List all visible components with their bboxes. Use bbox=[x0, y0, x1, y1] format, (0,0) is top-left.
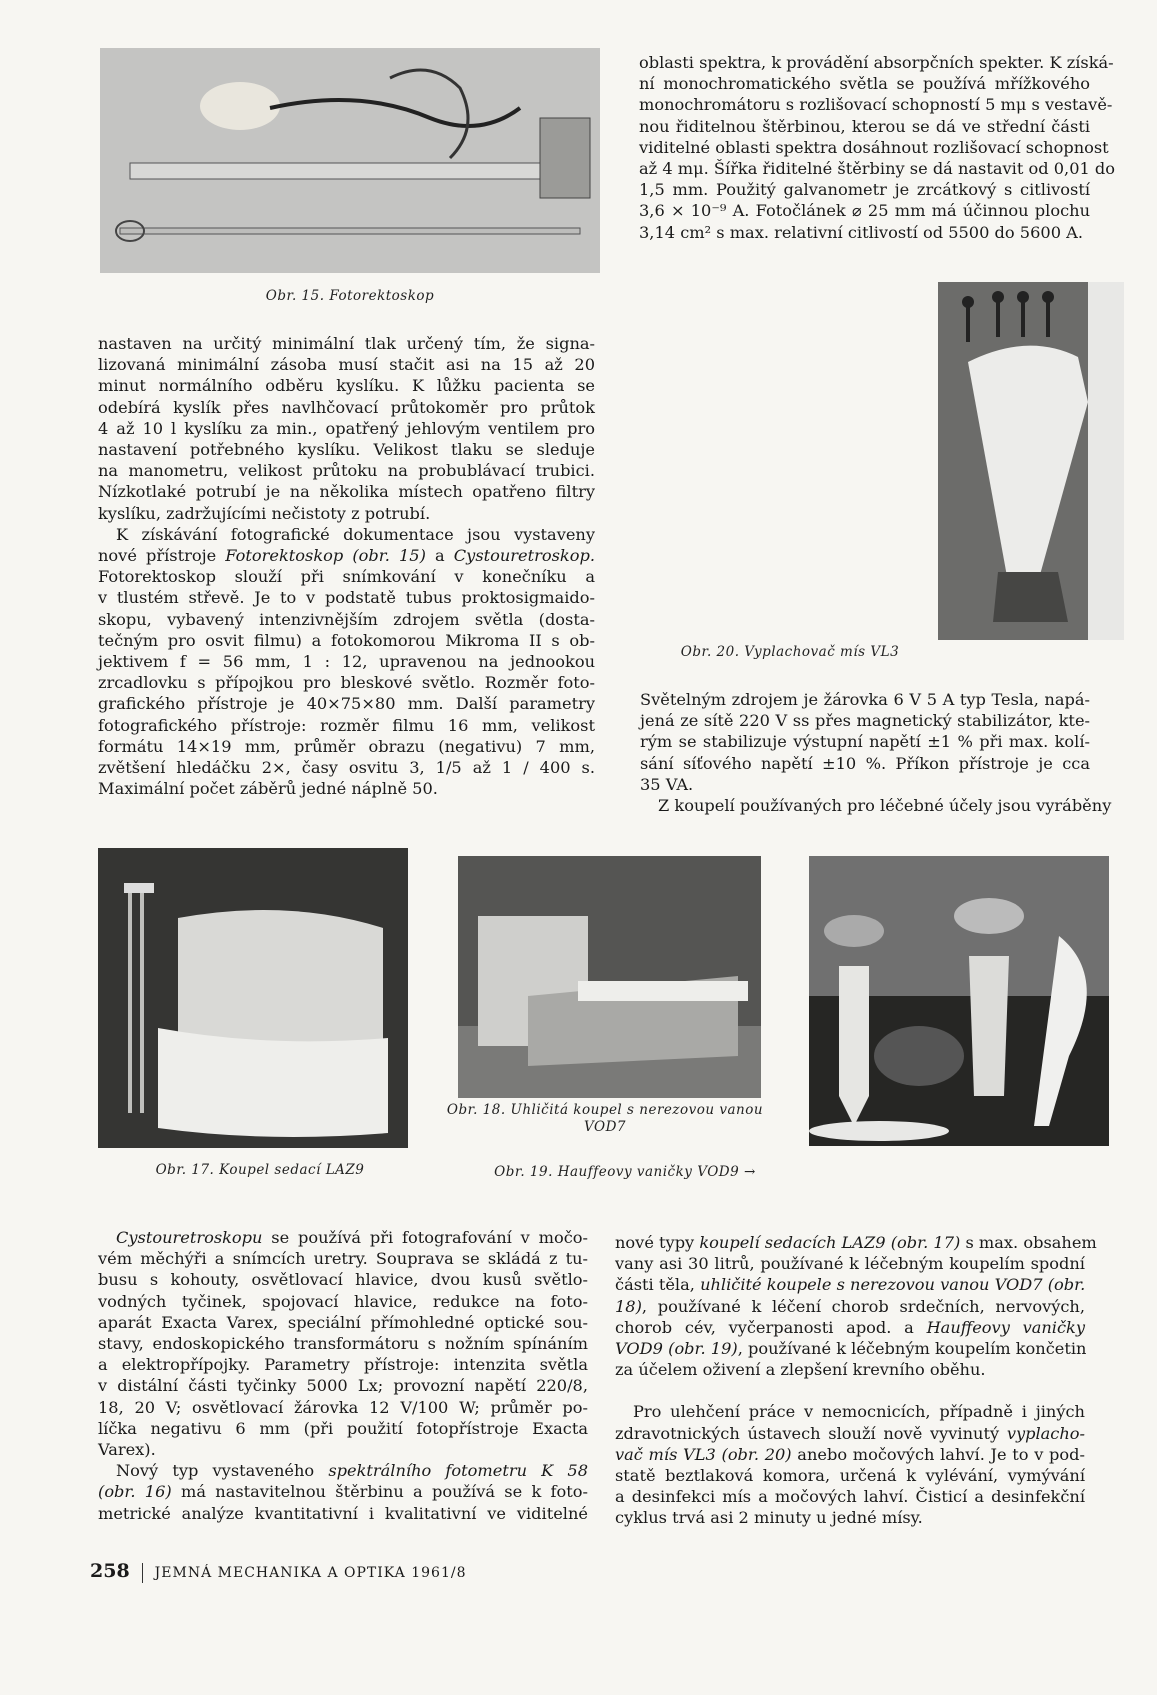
text-line: 4 až 10 l kyslíku za min., opatřený jehlovým ventilem pro bbox=[98, 418, 595, 438]
text-line: a elektropřípojky. Parametry přístroje: intenzita světla bbox=[98, 1355, 588, 1375]
text-line: minut normálního odběru kyslíku. K lůžku pacienta se bbox=[98, 376, 595, 396]
text-line: jektivem f = 56 mm, 1 : 12, upravenou na jednookou bbox=[98, 652, 595, 672]
page-footer bbox=[90, 1560, 467, 1583]
text-line: metrické analýze kvantitativní i kvalitativní ve viditelné bbox=[98, 1503, 588, 1523]
caption-obr-18: Obr. 18. Uhličitá koupel s nerezovou vanou VOD7 bbox=[446, 1102, 764, 1135]
text-line: cyklus trvá asi 2 minuty u jedné mísy. bbox=[615, 1508, 923, 1528]
text-line: formátu 14×19 mm, průměr obrazu (negativu) 7 mm, bbox=[98, 736, 595, 756]
text-line: VOD9 (obr. 19), používané k léčebným koupelím končetin bbox=[615, 1339, 1087, 1359]
text-line: nastavení potřebného kyslíku. Velikost tlaku se sleduje bbox=[98, 440, 595, 460]
text-line: vodných tyčinek, spojovací hlavice, redukce na foto- bbox=[98, 1291, 588, 1311]
text-line: stavy, endoskopického transformátoru s nožním spínáním bbox=[98, 1334, 588, 1354]
text-line: busu s kohouty, osvětlovací hlavice, dvou kusů světlo- bbox=[98, 1270, 588, 1290]
text-line: zrcadlovku s přípojkou pro bleskové světlo. Rozměr foto- bbox=[98, 673, 595, 693]
text-line: Maximální počet záběrů jedné náplně 50. bbox=[98, 779, 438, 799]
text-line: chorob cév, vyčerpanosti apod. a Hauffeovy vaničky bbox=[615, 1317, 1085, 1337]
text-line: nastaven na určitý minimální tlak určený tím, že signa- bbox=[98, 334, 595, 353]
text-line: Z koupelí používaných pro léčebné účely jsou vyráběny bbox=[658, 796, 1112, 816]
figure-17-photo bbox=[98, 848, 408, 1148]
text-line: za účelem oživení a zlepšení krevního oběhu. bbox=[615, 1360, 986, 1380]
page-number: 258 bbox=[90, 1560, 130, 1582]
text-line: líčka negativu 6 mm (při použití fotopřístroje Exacta bbox=[98, 1418, 588, 1438]
text-line: v distální části tyčinky 5000 Lx; provozní napětí 220/8, bbox=[98, 1376, 588, 1396]
text-line: vač mís VL3 (obr. 20) anebo močových lahví. Je to v pod- bbox=[615, 1444, 1085, 1464]
bottom-left-text bbox=[98, 1227, 588, 1524]
text-line: 18, 20 V; osvětlovací žárovka 12 V/100 W; průměr po- bbox=[98, 1397, 588, 1417]
figure-18-photo bbox=[458, 856, 761, 1098]
text-line: 18), používané k léčení chorob srdečních, nervových, bbox=[615, 1296, 1085, 1316]
caption-obr-19: Obr. 19. Hauffeovy vaničky VOD9 → bbox=[494, 1164, 756, 1180]
text-line: lizovaná minimální zásoba musí stačit asi na 15 až 20 bbox=[98, 355, 595, 375]
text-line: statě beztlaková komora, určená k vylévání, vymývání bbox=[615, 1466, 1085, 1486]
text-line: až 4 mμ. Šířka řiditelné štěrbiny se dá nastavit od 0,01 do bbox=[639, 159, 1116, 179]
text-line: (obr. 16) má nastavitelnou štěrbinu a používá se k foto- bbox=[98, 1482, 588, 1502]
text-line: vém měchýři a snímcích uretry. Souprava se skládá z tu- bbox=[98, 1249, 588, 1269]
text-line: viditelné oblasti spektra dosáhnout rozlišovací schopnost bbox=[639, 137, 1109, 157]
text-line: Světelným zdrojem je žárovka 6 V 5 A typ Tesla, napá- bbox=[640, 690, 1090, 709]
text-line: vany asi 30 litrů, používané k léčebným koupelím spodní bbox=[615, 1254, 1085, 1274]
caption-obr-17: Obr. 17. Koupel sedací LAZ9 bbox=[155, 1162, 365, 1178]
text-line: odebírá kyslík přes navlhčovací průtokoměr pro průtok bbox=[98, 397, 595, 417]
text-line: 3,6 × 10⁻⁹ A. Fotočlánek ⌀ 25 mm má účinnou plochu bbox=[639, 201, 1090, 221]
text-line: a desinfekci mís a močových lahví. Čisticí a desinfekční bbox=[615, 1487, 1085, 1507]
text-line: nové typy koupelí sedacích LAZ9 (obr. 17) s max. obsahem bbox=[615, 1233, 1097, 1252]
text-line: Cystouretroskopu se používá při fotografování v močo- bbox=[116, 1228, 588, 1247]
text-line: zvětšení hledáčku 2×, časy osvitu 3, 1/5 až 1 / 400 s. bbox=[98, 758, 595, 778]
figure-19-photo bbox=[809, 856, 1109, 1146]
text-line: na manometru, velikost průtoku na probublávací trubici. bbox=[98, 461, 595, 481]
text-line: K získávání fotografické dokumentace jsou vystaveny bbox=[116, 524, 595, 544]
text-line: tečným pro osvit filmu) a fotokomorou Mikroma II s ob- bbox=[98, 630, 595, 650]
text-line: 3,14 cm² s max. relativní citlivostí od 5500 do 5600 A. bbox=[639, 222, 1083, 242]
text-line: Nízkotlaké potrubí je na několika místech opatřeno filtry bbox=[98, 482, 595, 502]
text-line: části těla, uhličité koupele s nerezovou vanou VOD7 (obr. bbox=[615, 1275, 1086, 1295]
text-line: v tlustém střevě. Je to v podstatě tubus proktosigmaido- bbox=[98, 588, 595, 608]
text-line: fotografického přístroje: rozměr filmu 16 mm, velikost bbox=[98, 715, 595, 735]
right-column-text bbox=[640, 689, 1112, 816]
text-line: Varex). bbox=[98, 1440, 156, 1460]
text-line: grafického přístroje je 40×75×80 mm. Další parametry bbox=[98, 694, 595, 714]
spectrophotometer-continued-text bbox=[639, 52, 1116, 243]
text-line: aparát Exacta Varex, speciální přímohledné optické sou- bbox=[98, 1312, 588, 1332]
caption-obr-20: Obr. 20. Vyplachovač mís VL3 bbox=[680, 644, 900, 660]
text-line: jená ze sítě 220 V ss přes magnetický stabilizátor, kte- bbox=[640, 711, 1090, 731]
text-line: sání síťového napětí ±10 %. Příkon přístroje je cca bbox=[640, 753, 1090, 773]
text-line: Fotorektoskop slouží při snímkování v konečníku a bbox=[98, 567, 595, 587]
text-line: nou řiditelnou štěrbinou, kterou se dá ve střední části bbox=[639, 116, 1090, 136]
bottom-right-text bbox=[615, 1232, 1097, 1529]
text-line: rým se stabilizuje výstupní napětí ±1 % při max. kolí- bbox=[640, 732, 1090, 752]
caption-obr-15: Obr. 15. Fotorektoskop bbox=[265, 288, 435, 304]
text-line: ní monochromatického světla se používá mřížkového bbox=[639, 74, 1090, 94]
journal-name: JEMNÁ MECHANIKA A OPTIKA 1961/8 bbox=[154, 1565, 467, 1581]
figure-20-photo bbox=[938, 282, 1124, 640]
text-line: zdravotnických ústavech slouží nově vyvinutý vyplacho- bbox=[615, 1423, 1085, 1443]
figure-15-photo bbox=[100, 48, 600, 273]
text-line: 35 VA. bbox=[640, 774, 694, 794]
text-line: skopu, vybavený intenzivnějším zdrojem světla (dosta- bbox=[98, 609, 595, 629]
text-line: nové přístroje Fotorektoskop (obr. 15) a Cystouretroskop. bbox=[98, 546, 595, 566]
text-line: oblasti spektra, k provádění absorpčních spekter. K získá- bbox=[639, 53, 1114, 72]
text-line: Nový typ vystaveného spektrálního fotometru K 58 bbox=[116, 1461, 588, 1481]
footer-divider bbox=[142, 1563, 143, 1583]
text-line: kyslíku, zadržujícími nečistoty z potrubí. bbox=[98, 503, 431, 523]
text-line: Pro ulehčení práce v nemocnicích, případně i jiných bbox=[633, 1402, 1085, 1422]
text-line: monochromátoru s rozlišovací schopností 5 mμ s vestavě- bbox=[639, 95, 1113, 115]
left-column-text bbox=[98, 333, 595, 799]
text-line: 1,5 mm. Použitý galvanometr je zrcátkový s citlivostí bbox=[639, 180, 1090, 200]
